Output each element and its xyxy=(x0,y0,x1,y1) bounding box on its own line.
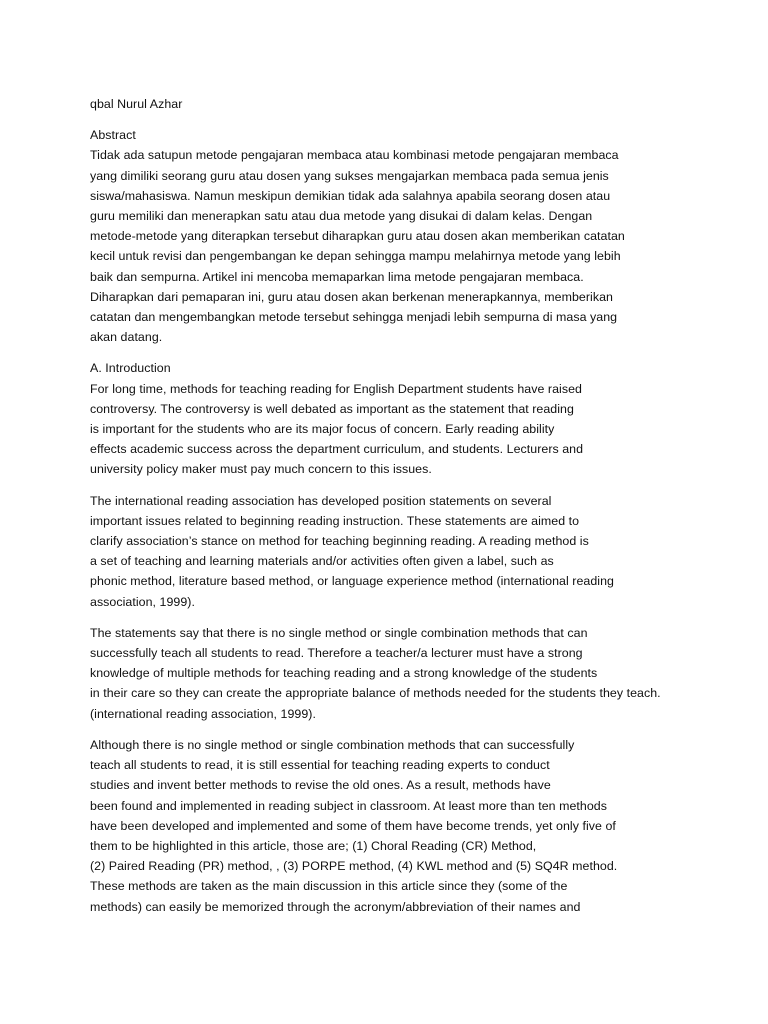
paragraph-line: them to be highlighted in this article, those are; (1) Choral Reading (CR) Method, xyxy=(90,838,537,853)
document-body xyxy=(90,94,690,917)
paragraph-line: The international reading association has developed position statements on several xyxy=(90,493,552,508)
paragraph-line: knowledge of multiple methods for teaching reading and a strong knowledge of the students xyxy=(90,666,598,681)
paragraph-3 xyxy=(90,623,690,724)
paragraph-line: important issues related to beginning reading instruction. These statements are aimed to xyxy=(90,513,580,528)
paragraph-line: studies and invent better methods to revise the old ones. As a result, methods have xyxy=(90,778,551,793)
abstract-line: yang dimiliki seorang guru atau dosen yang sukses mengajarkan membaca pada semua jenis xyxy=(90,168,609,183)
paragraph-line: (2) Paired Reading (PR) method, , (3) PORPE method, (4) KWL method and (5) SQ4R method. xyxy=(90,859,618,874)
introduction-heading: A. Introduction xyxy=(90,361,171,376)
paragraph-2 xyxy=(90,491,690,612)
paragraph-line: The statements say that there is no single method or single combination methods that can xyxy=(90,625,588,640)
abstract-line: siswa/mahasiswa. Namun meskipun demikian tidak ada salahnya apabila seorang dosen atau xyxy=(90,188,611,203)
paragraph-line: been found and implemented in reading subject in classroom. At least more than ten methods xyxy=(90,798,607,813)
paragraph-line: association, 1999). xyxy=(90,594,195,609)
introduction-section xyxy=(90,358,690,479)
paragraph-line: (international reading association, 1999). xyxy=(90,706,316,721)
paragraph-line: clarify association’s stance on method for teaching beginning reading. A reading method is xyxy=(90,534,589,549)
paragraph-line: phonic method, literature based method, or language experience method (international reading xyxy=(90,574,614,589)
abstract-line: metode-metode yang diterapkan tersebut diharapkan guru atau dosen akan memberikan catatan xyxy=(90,229,625,244)
abstract-line: Diharapkan dari pemaparan ini, guru atau dosen akan berkenan menerapkannya, memberikan xyxy=(90,289,613,304)
paragraph-line: These methods are taken as the main discussion in this article since they (some of the xyxy=(90,879,568,894)
abstract-line: kecil untuk revisi dan pengembangan ke depan sehingga mampu melahirnya metode yang lebih xyxy=(90,249,621,264)
paragraph-line: university policy maker must pay much concern to this issues. xyxy=(90,462,432,477)
paragraph-line: effects academic success across the department curriculum, and students. Lecturers and xyxy=(90,442,584,457)
abstract-line: baik dan sempurna. Artikel ini mencoba memaparkan lima metode pengajaran membaca. xyxy=(90,269,584,284)
paragraph-line: teach all students to read, it is still essential for teaching reading experts to conduct xyxy=(90,758,550,773)
paragraph-line: is important for the students who are its major focus of concern. Early reading ability xyxy=(90,422,555,437)
paragraph-line: in their care so they can create the appropriate balance of methods needed for the students they teach. xyxy=(90,686,661,701)
abstract-section xyxy=(90,125,690,347)
abstract-line: guru memiliki dan menerapkan satu atau dua metode yang disukai di dalam kelas. Dengan xyxy=(90,209,593,224)
paragraph-line: Although there is no single method or single combination methods that can successfully xyxy=(90,737,575,752)
paragraph-line: a set of teaching and learning materials and/or activities often given a label, such as xyxy=(90,554,554,569)
paragraph-line: For long time, methods for teaching reading for English Department students have raised xyxy=(90,381,582,396)
abstract-heading: Abstract xyxy=(90,128,136,143)
paragraph-line: controversy. The controversy is well debated as important as the statement that reading xyxy=(90,401,574,416)
abstract-line: catatan dan mengembangkan metode tersebut sehingga menjadi lebih sempurna di masa yang xyxy=(90,310,618,325)
paragraph-line: successfully teach all students to read. Therefore a teacher/a lecturer must have a strong xyxy=(90,646,583,661)
abstract-line: Tidak ada satupun metode pengajaran membaca atau kombinasi metode pengajaran membaca xyxy=(90,148,619,163)
author-name: qbal Nurul Azhar xyxy=(90,97,183,111)
abstract-line: akan datang. xyxy=(90,330,163,345)
paragraph-line: have been developed and implemented and some of them have become trends, yet only five of xyxy=(90,818,616,833)
paragraph-line: methods) can easily be memorized through the acronym/abbreviation of their names and xyxy=(90,899,581,914)
paragraph-4 xyxy=(90,735,690,917)
